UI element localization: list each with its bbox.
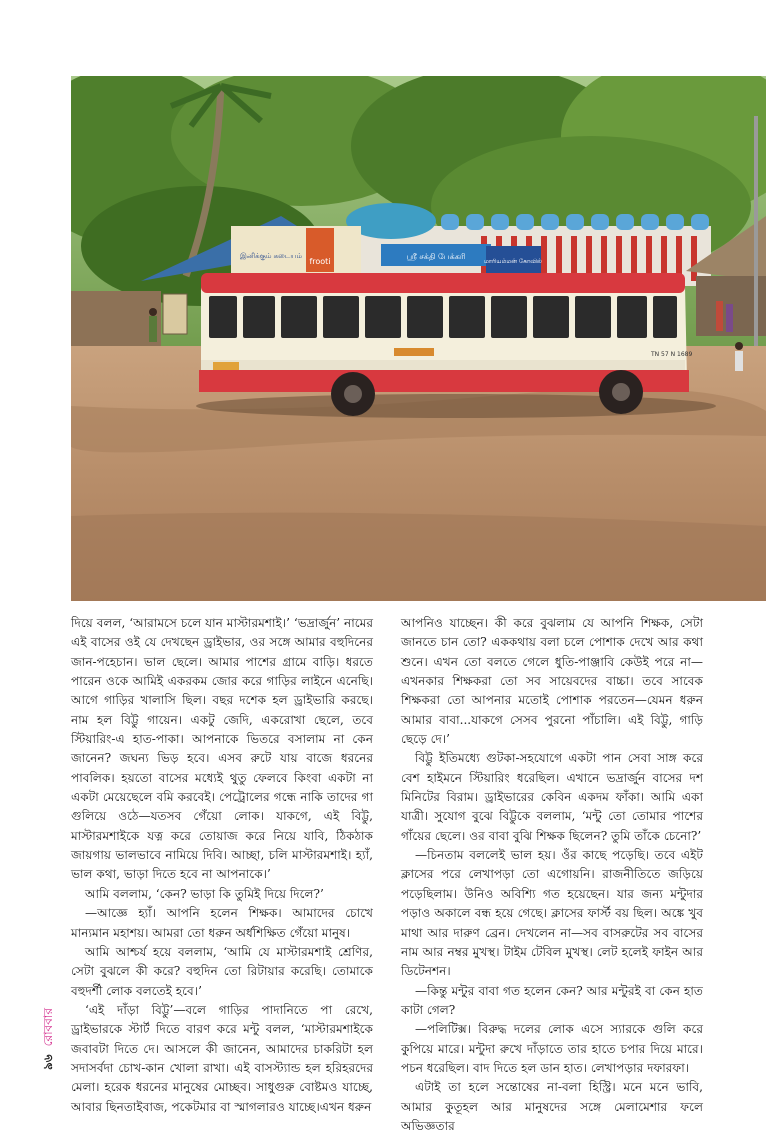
paragraph: আমি আশ্চর্য হয়ে বললাম, ‘আমি যে মাস্টারমশাই শ্রেণির, সেটা বুঝলে কী করে? বহুদিন তো রিটায়ার করেছি। তোমাকে বহুদর্শী লোক বলতেই হবে।’: [71, 944, 373, 998]
paragraph: —আজ্ঞে হ্যাঁ। আপনি হলেন শিক্ষক। আমাদের চোখে মান্যমান মহাশয়। আমরা তো ধরুন অর্ধশিক্ষিত গেঁয়ো মানুষ।: [71, 906, 373, 940]
paragraph: —কিন্তু মন্টুর বাবা গত হলেন কেন? আর মন্টুরই বা কেন হাত কাটা গেল?: [401, 983, 703, 1017]
temple-sign-text: மாரியம்மன் கோவில்: [484, 258, 542, 265]
paragraph: —পলিটিক্স। বিরুদ্ধ দলের লোক এসে স্যারকে গুলি করে কুপিয়ে মারে। মন্টুদা রুখে দাঁড়াতে তার হাতে চপার দিয়ে মারে। পচন ধরেছিল। বাদ দিতে হল ডান হাত। লেখাপড়ার দফারফা।: [401, 1022, 703, 1075]
bus-number: TN 57 N 1689: [651, 351, 693, 358]
bus-photo: [71, 76, 766, 601]
left-text-column: [71, 614, 373, 1117]
paragraph: দিয়ে বলল, ‘আরামসে চলে যান মাস্টারমশাই।’ ‘ভদ্রার্জুন’ নামের এই বাসের ওই যে দেখছেন ড্রাইভার, ওর সঙ্গে আমার বহুদিনের জান-পহেচান। ভাল ছেলে। আমার পাশের গ্রামে বাড়ি। ধরতে পারেন ওকে আমিই একরকম জোর করে গাড়ির লাইনে এনেছি। আগে গাড়ির খালাসি ছিল। বছর দশেক হল ড্রাইভারি করছে। নাম হল বিট্টু গায়েন। একটু জেদি, একরোখা ছেলে, তবে স্টিয়ারিং-এ হাত-পাকা। আপনাকে ভিতরে বসালাম না কেন জানেন? জঘন্য ভিড় হবে। এসব রুটে যায় বাজে ধরনের পাবলিক। হয়তো বাসের মধ্যেই থুতু ফেলবে কিংবা একটা না একটা মেয়েছেলে বমি করবেই। পেট্রোলের গন্ধে নাকি তাদের গা গুলিয়ে ওঠে—যতসব গেঁয়ো লোক। যাকগে, এই বিট্টু, মাস্টারমশাইকে যত্ন করে তোয়াজ করে নিয়ে যাবি, ঠিকঠাক জায়গায় ভালভাবে নামিয়ে দিবি। আচ্ছা, চলি মাস্টারমশাই। হ্যাঁ, ভাল কথা, ভাড়া দিতে হবে না আপনাকে।’: [71, 616, 373, 882]
shop-sign-text: இனிக்கும் கடையம்: [239, 252, 303, 260]
page-number: ৯৬: [41, 1054, 55, 1070]
paragraph: আমি বললাম, ‘কেন? ভাড়া কি তুমিই দিয়ে দিলে?’: [85, 886, 324, 901]
paragraph: ‘এই দাঁড়া বিট্টু’—বলে গাড়ির পাদানিতে পা রেখে, ড্রাইভারকে স্টার্ট দিতে বারণ করে মন্টু বলল, ‘মাস্টারমশাইকে জবাবটা দিতে দে। আসলে কী জানেন, আমাদের চাকরিটা হল সদাসর্বদা চোখ-কান খোলা রাখা। এই বাসস্ট্যান্ড হল হরিহরদের মেলা। হরেক ধরনের মানুষের মোচ্ছব। সাধুগুরু বোষ্টমও যাচ্ছে, আবার ছিনতাইবাজ, পকেটমার বা স্মাগলারও যাচ্ছে।এখন ধরুন: [71, 1002, 373, 1114]
bakery-sign-text: ஸ்ரீ சக்தி பேக்கரி: [406, 252, 466, 261]
frooti-sign: frooti: [309, 257, 331, 266]
paragraph: —চিনতাম বললেই ভাল হয়। ওঁর কাছে পড়েছি। তবে এইট ক্লাসের পরে লেখাপড়া তো এগোয়নি। রাজনীতিতে জড়িয়ে পড়েছিলাম। উনিও অবিশ্যি গত হয়েছেন। যার জন্য মন্টুদার পড়াও অকালে বন্ধ হয়ে গেছে। ক্লাসের ফার্স্ট বয় ছিল। অঙ্কে খুব মাথা আর দারুণ ব্রেন। দেখলেন না—সব বাসরুটের সব বাসের নাম আর নম্বর মুখস্থ। টাইম টেবিল মুখস্থ। লেট হলেই ফাইন আর ডিটেনশন।: [401, 848, 703, 979]
page-folio: [38, 992, 62, 1072]
paragraph: আপনিও যাচ্ছেন। কী করে বুঝলাম যে আপনি শিক্ষক, সেটা জানতে চান তো? এককথায় বলা চলে পোশাক দেখে আর কথা শুনে। এখন তো বলতে গেলে ধুতি-পাঞ্জাবি কেউই পরে না—এখনকার শিক্ষকরা তো সব সায়েবদের বাচ্চা। তবে সাবেক শিক্ষকরা তো আপনার মতোই পোশাক পরতেন—যেমন ধরুন আমার বাবা...যাকগে সেসব পুরনো পাঁচালি। এই বিট্টু, গাড়ি ছেড়ে দে।’: [401, 616, 703, 747]
paragraph: বিট্টু ইতিমধ্যে গুটকা-সহযোগে একটা পান সেবা সাঙ্গ করে বেশ হাইমনে স্টিয়ারিং ধরেছিল। এখানে ভদ্রার্জুন বাসের দশ মিনিটের বিরাম। ড্রাইভারের কেবিন একদম ফাঁকা। আমি একা যাত্রী। সুযোগ বুঝে বিট্টুকে বললাম, ‘মন্টু তো তোমার পাশের গাঁয়ের ছেলে। ওর বাবা বুঝি শিক্ষক ছিলেন? তুমি তাঁকে চেনো?’: [401, 751, 703, 843]
paragraph: এটাই তা হলে সন্তোষের না-বলা হিস্ট্রি। মনে মনে ভাবি, আমার কুতূহল আর মানুষদের সঙ্গে মেলামেশার ফলে অভিজ্ঞতার: [401, 1080, 703, 1133]
right-text-column: [401, 614, 703, 1136]
magazine-name: রোববার: [41, 1008, 55, 1047]
